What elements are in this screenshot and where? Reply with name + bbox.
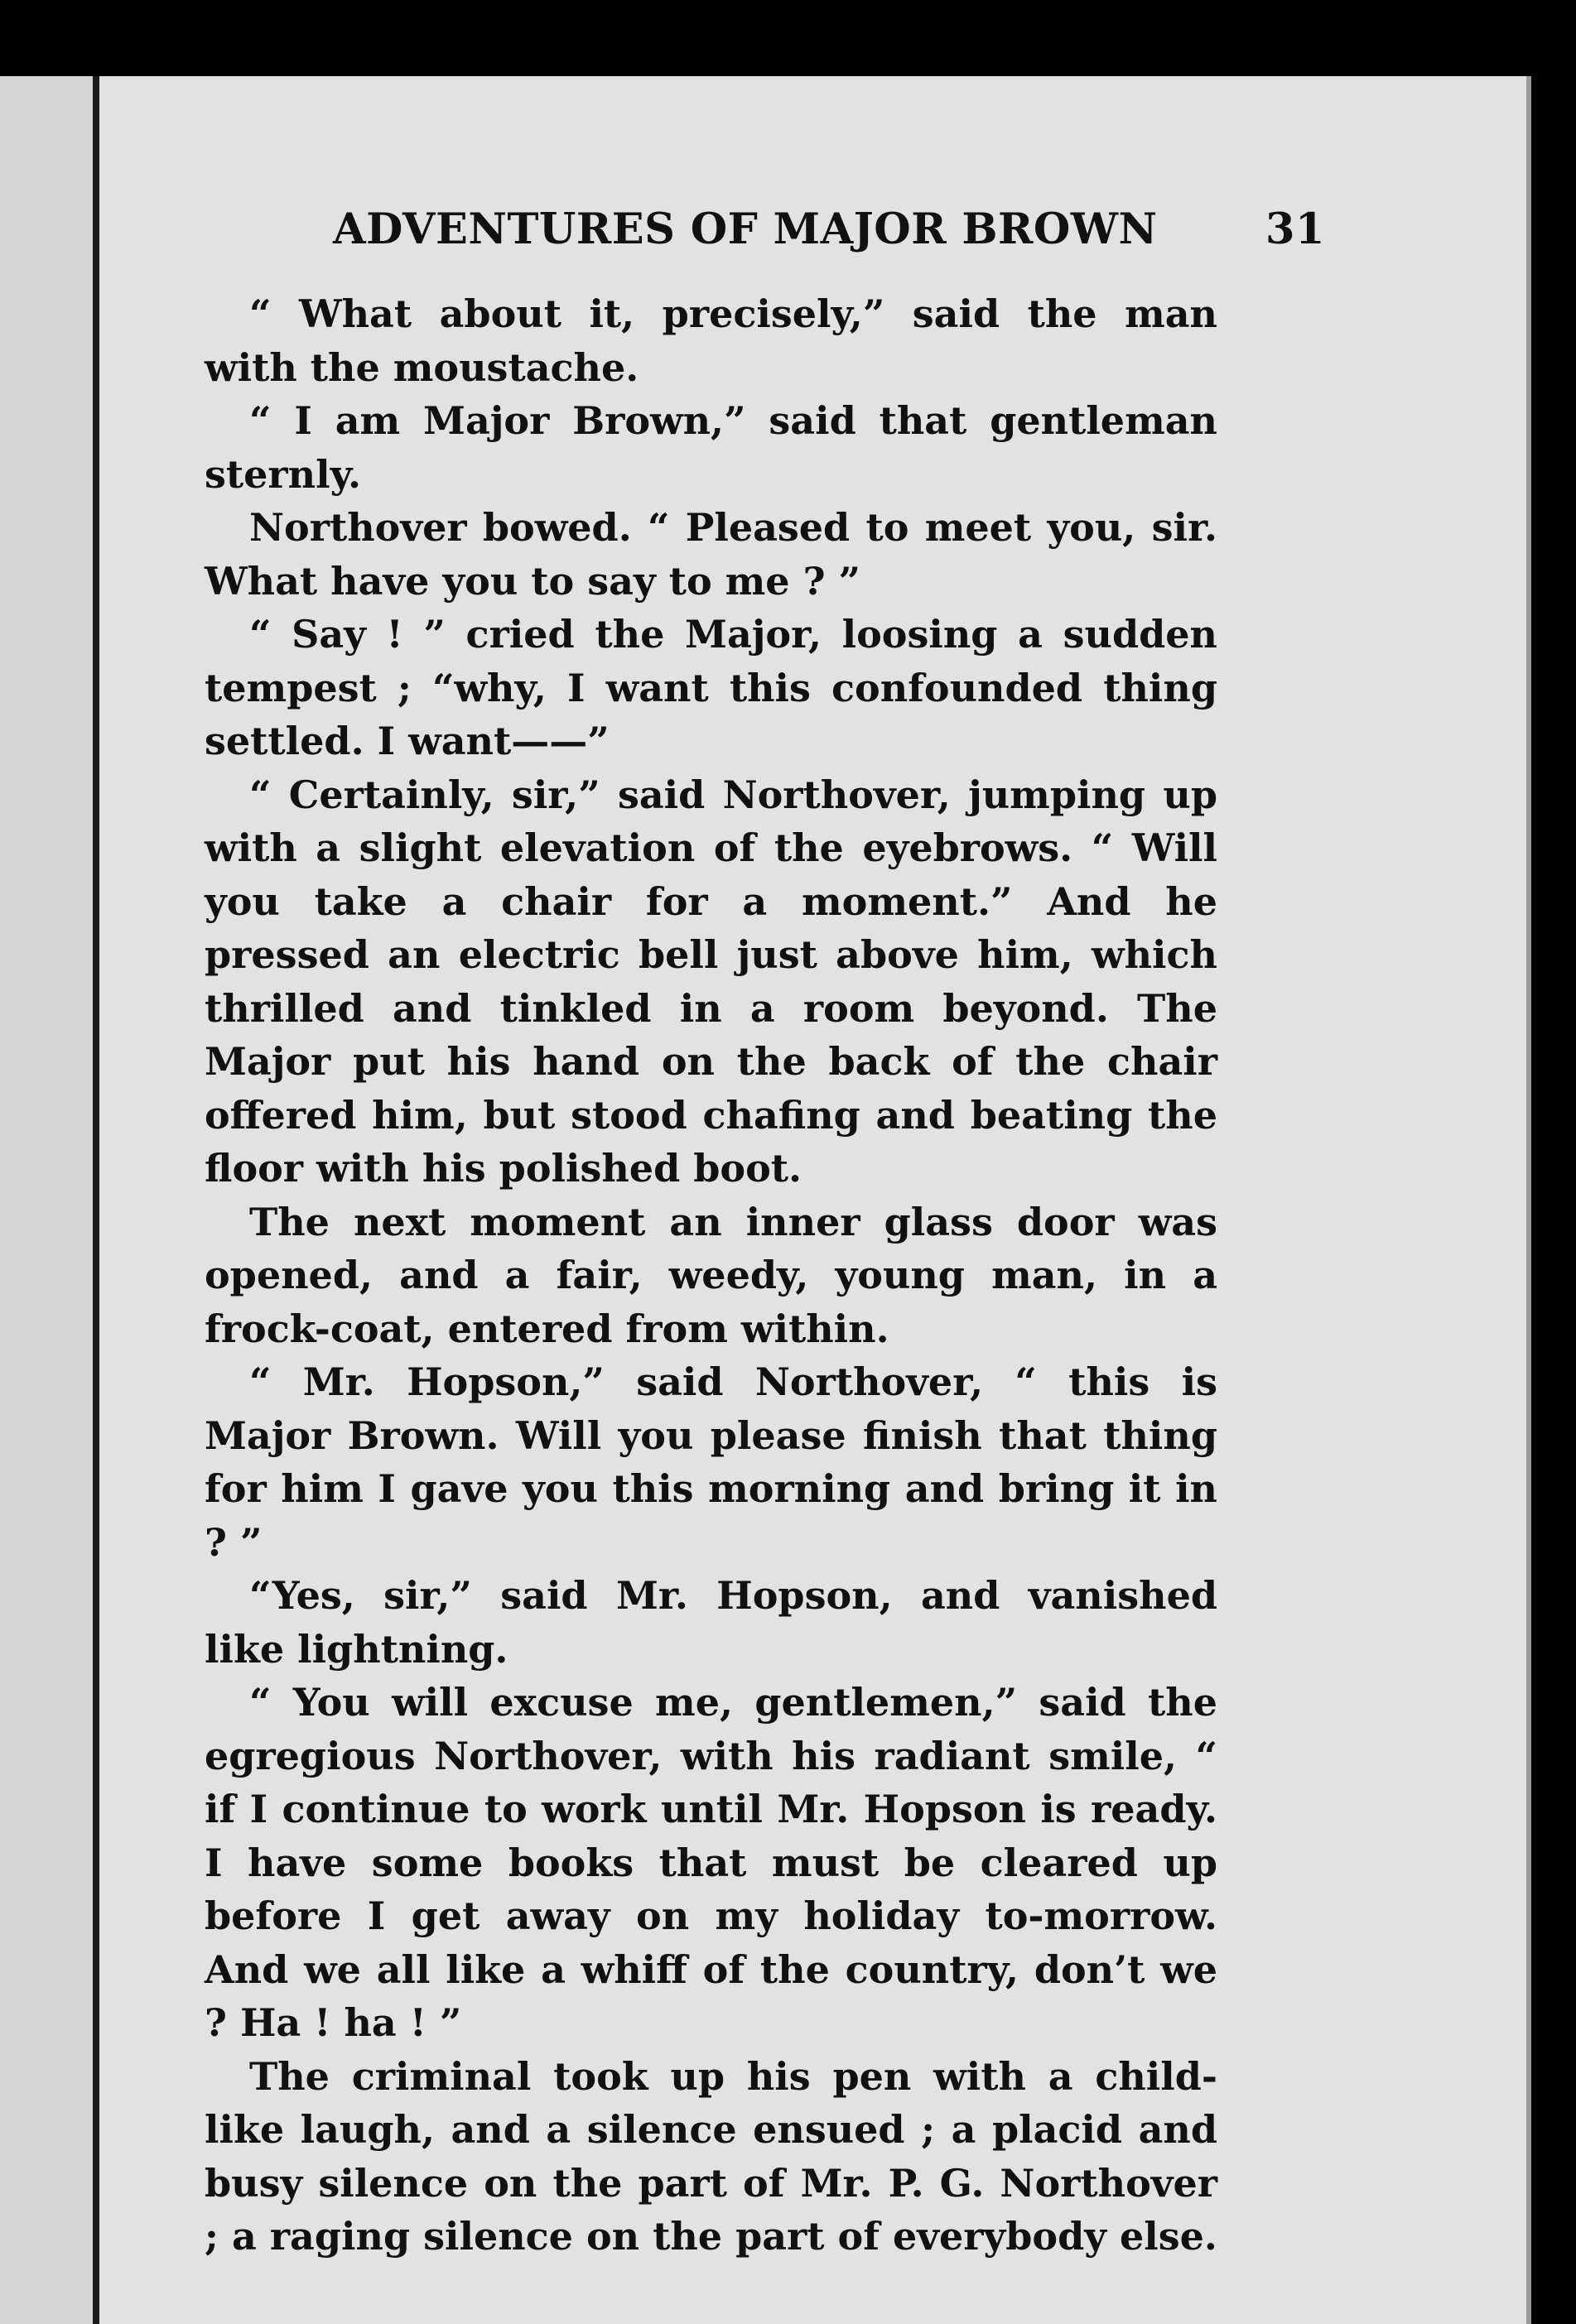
- body-text: [205, 287, 1217, 2264]
- paragraph: “ Say ! ” cried the Major, loosing a sudden tempest ; “why, I want this confounded thing settled. I want——”: [205, 612, 1217, 763]
- paragraph: Northover bowed. “ Pleased to meet you, sir. What have you to say to me ? ”: [205, 505, 1217, 604]
- paragraph: “ What about it, precisely,” said the man with the moustache.: [205, 291, 1217, 390]
- paragraph: “ Certainly, sir,” said Northover, jumping up with a slight elevation of the eyebrows. “ Will you take a chair for a moment.” And he pressed an electric bell just above him, which thrilled and tinkled in a room beyond. The Major put his hand on the back of the chair offered him, but stood chafing and beating the floor with his polished boot.: [205, 772, 1217, 1191]
- paragraph: “Yes, sir,” said Mr. Hopson, and vanished like lightning.: [205, 1573, 1217, 1672]
- running-title: ADVENTURES OF MAJOR BROWN: [333, 204, 1158, 254]
- facing-page-edge: [0, 76, 93, 2324]
- paragraph: “ You will excuse me, gentlemen,” said the egregious Northover, with his radiant smile, “ if I continue to work until Mr. Hopson is ready. I have some books that must be cleared up before I get away on my holiday to-morrow. And we all like a whiff of the country, don’t we ? Ha ! ha ! ”: [205, 1680, 1217, 2045]
- book-gutter: [93, 76, 99, 2324]
- page-number: 31: [1265, 204, 1325, 254]
- running-header: [333, 204, 1325, 254]
- paragraph: “ I am Major Brown,” said that gentleman sternly.: [205, 398, 1217, 497]
- paragraph: The criminal took up his pen with a child-like laugh, and a silence ensued ; a placid and busy silence on the part of Mr. P. G. Northover ; a raging silence on the part of everybody else.: [205, 2053, 1217, 2259]
- paragraph: The next moment an inner glass door was opened, and a fair, weedy, young man, in a frock-coat, entered from within.: [205, 1199, 1217, 1351]
- book-page: [99, 76, 1531, 2324]
- paragraph: “ Mr. Hopson,” said Northover, “ this is Major Brown. Will you please finish that thing for him I gave you this morning and bring it in ? ”: [205, 1359, 1217, 1565]
